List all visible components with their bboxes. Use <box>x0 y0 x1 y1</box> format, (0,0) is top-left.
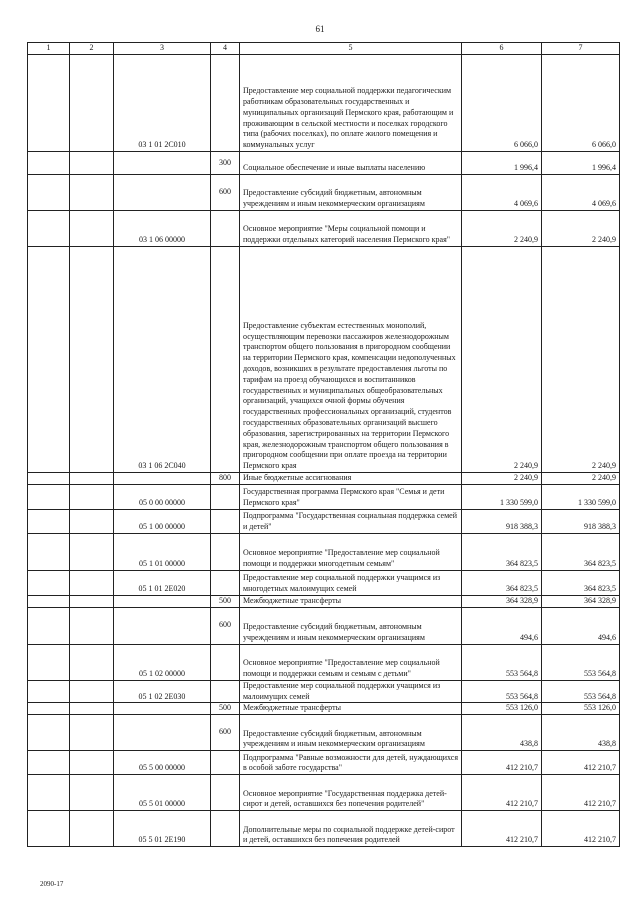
table-row <box>28 571 620 596</box>
expense-type-cell <box>211 211 240 247</box>
cell-col2 <box>70 473 114 485</box>
amount-cell: 2 240,9 <box>542 247 620 473</box>
item-name-cell: Предоставление мер социальной поддержки учащимся из малоимущих семей <box>240 680 462 703</box>
amount-cell: 918 388,3 <box>542 510 620 534</box>
table-row <box>28 534 620 571</box>
table-row <box>28 644 620 680</box>
target-article-cell: 05 0 00 00000 <box>114 485 211 510</box>
column-header: 7 <box>542 43 620 55</box>
column-header: 3 <box>114 43 211 55</box>
target-article-cell: 05 1 02 00000 <box>114 644 211 680</box>
amount-cell: 364 328,9 <box>462 596 542 608</box>
item-name-cell: Социальное обеспечение и иные выплаты населению <box>240 152 462 175</box>
column-header: 1 <box>28 43 70 55</box>
target-article-cell: 05 1 02 2Е030 <box>114 680 211 703</box>
cell-col1 <box>28 55 70 152</box>
item-name-cell: Иные бюджетные ассигнования <box>240 473 462 485</box>
target-article-cell: 03 1 01 2С010 <box>114 55 211 152</box>
table-row <box>28 751 620 775</box>
cell-col1 <box>28 247 70 473</box>
amount-cell: 412 210,7 <box>542 751 620 775</box>
cell-col2 <box>70 811 114 847</box>
amount-cell: 494,6 <box>542 607 620 644</box>
cell-col1 <box>28 485 70 510</box>
amount-cell: 2 240,9 <box>542 473 620 485</box>
amount-cell: 6 066,0 <box>462 55 542 152</box>
amount-cell: 1 330 599,0 <box>542 485 620 510</box>
table-row <box>28 55 620 152</box>
target-article-cell: 05 1 01 00000 <box>114 534 211 571</box>
cell-col1 <box>28 751 70 775</box>
item-name-cell: Предоставление мер социальной поддержки педагогическим работникам образовательных государственных и муниципальных организаций Пермского края, работающим и проживающим в сельской местности и поселках городского типа (рабочих поселках), по оплате жилого помещения и коммунальных услуг <box>240 55 462 152</box>
item-name-cell: Дополнительные меры по социальной поддержке детей-сирот и детей, оставшихся без попечения родителей <box>240 811 462 847</box>
expense-type-cell <box>211 751 240 775</box>
table-row <box>28 703 620 715</box>
column-number-row <box>28 43 620 55</box>
item-name-cell: Межбюджетные трансферты <box>240 596 462 608</box>
cell-col1 <box>28 571 70 596</box>
table-row <box>28 775 620 811</box>
cell-col1 <box>28 715 70 751</box>
item-name-cell: Предоставление мер социальной поддержки учащимся из многодетных малоимущих семей <box>240 571 462 596</box>
page-number: 61 <box>315 24 325 34</box>
cell-col1 <box>28 152 70 175</box>
table-row <box>28 596 620 608</box>
table-row <box>28 715 620 751</box>
cell-col1 <box>28 510 70 534</box>
target-article-cell <box>114 703 211 715</box>
expense-type-cell: 600 <box>211 607 240 644</box>
amount-cell: 1 330 599,0 <box>462 485 542 510</box>
amount-cell: 364 823,5 <box>462 571 542 596</box>
item-name-cell: Предоставление субсидий бюджетным, автономным учреждениям и иным некоммерческим организациям <box>240 607 462 644</box>
amount-cell: 438,8 <box>542 715 620 751</box>
cell-col1 <box>28 473 70 485</box>
column-header: 2 <box>70 43 114 55</box>
expense-type-cell <box>211 510 240 534</box>
amount-cell: 918 388,3 <box>462 510 542 534</box>
expense-type-cell: 500 <box>211 596 240 608</box>
expense-type-cell: 300 <box>211 152 240 175</box>
cell-col1 <box>28 775 70 811</box>
item-name-cell: Основное мероприятие "Меры социальной помощи и поддержки отдельных категорий населения Пермского края" <box>240 211 462 247</box>
target-article-cell: 03 1 06 00000 <box>114 211 211 247</box>
amount-cell: 6 066,0 <box>542 55 620 152</box>
footer-code: 2090-17 <box>40 880 64 888</box>
amount-cell: 553 564,8 <box>462 644 542 680</box>
amount-cell: 1 996,4 <box>462 152 542 175</box>
expense-type-cell <box>211 680 240 703</box>
table-row <box>28 607 620 644</box>
target-article-cell <box>114 175 211 211</box>
item-name-cell: Межбюджетные трансферты <box>240 703 462 715</box>
item-name-cell: Основное мероприятие "Государственная поддержка детей-сирот и детей, оставшихся без попечения родителей" <box>240 775 462 811</box>
cell-col1 <box>28 211 70 247</box>
expense-type-cell <box>211 644 240 680</box>
cell-col2 <box>70 247 114 473</box>
expense-type-cell: 800 <box>211 473 240 485</box>
item-name-cell: Государственная программа Пермского края "Семья и дети Пермского края" <box>240 485 462 510</box>
cell-col2 <box>70 644 114 680</box>
cell-col2 <box>70 680 114 703</box>
expense-type-cell: 500 <box>211 703 240 715</box>
cell-col2 <box>70 596 114 608</box>
cell-col1 <box>28 703 70 715</box>
table-row <box>28 680 620 703</box>
cell-col1 <box>28 596 70 608</box>
expense-type-cell: 600 <box>211 175 240 211</box>
expense-type-cell <box>211 55 240 152</box>
table-row <box>28 485 620 510</box>
cell-col2 <box>70 607 114 644</box>
cell-col1 <box>28 175 70 211</box>
amount-cell: 364 823,5 <box>542 534 620 571</box>
target-article-cell <box>114 152 211 175</box>
item-name-cell: Предоставление субсидий бюджетным, автономным учреждениям и иным некоммерческим организациям <box>240 175 462 211</box>
cell-col1 <box>28 534 70 571</box>
amount-cell: 364 823,5 <box>462 534 542 571</box>
table-body <box>28 43 620 847</box>
expense-type-cell <box>211 775 240 811</box>
target-article-cell <box>114 715 211 751</box>
amount-cell: 2 240,9 <box>462 473 542 485</box>
table-row <box>28 510 620 534</box>
table-row <box>28 811 620 847</box>
cell-col1 <box>28 680 70 703</box>
amount-cell: 412 210,7 <box>542 811 620 847</box>
amount-cell: 1 996,4 <box>542 152 620 175</box>
amount-cell: 2 240,9 <box>542 211 620 247</box>
cell-col2 <box>70 510 114 534</box>
table-row <box>28 211 620 247</box>
amount-cell: 2 240,9 <box>462 211 542 247</box>
cell-col1 <box>28 811 70 847</box>
budget-table <box>27 42 620 847</box>
table-row <box>28 473 620 485</box>
cell-col2 <box>70 571 114 596</box>
amount-cell: 364 823,5 <box>542 571 620 596</box>
target-article-cell: 05 1 01 2Е020 <box>114 571 211 596</box>
item-name-cell: Предоставление субсидий бюджетным, автономным учреждениям и иным некоммерческим организациям <box>240 715 462 751</box>
expense-type-cell <box>211 534 240 571</box>
amount-cell: 412 210,7 <box>462 811 542 847</box>
cell-col1 <box>28 644 70 680</box>
target-article-cell: 05 1 00 00000 <box>114 510 211 534</box>
cell-col2 <box>70 715 114 751</box>
cell-col2 <box>70 534 114 571</box>
target-article-cell <box>114 473 211 485</box>
expense-type-cell <box>211 571 240 596</box>
table-row <box>28 247 620 473</box>
column-header: 4 <box>211 43 240 55</box>
column-header: 5 <box>240 43 462 55</box>
cell-col2 <box>70 211 114 247</box>
expense-type-cell <box>211 247 240 473</box>
item-name-cell: Основное мероприятие "Предоставление мер социальной помощи и поддержки семьям и семьям с детьми" <box>240 644 462 680</box>
amount-cell: 553 564,8 <box>462 680 542 703</box>
item-name-cell: Основное мероприятие "Предоставление мер социальной помощи и поддержки многодетным семьям" <box>240 534 462 571</box>
cell-col1 <box>28 607 70 644</box>
cell-col2 <box>70 175 114 211</box>
amount-cell: 364 328,9 <box>542 596 620 608</box>
amount-cell: 412 210,7 <box>462 775 542 811</box>
cell-col2 <box>70 152 114 175</box>
target-article-cell <box>114 596 211 608</box>
amount-cell: 412 210,7 <box>542 775 620 811</box>
target-article-cell: 05 5 01 2Е190 <box>114 811 211 847</box>
amount-cell: 4 069,6 <box>462 175 542 211</box>
expense-type-cell <box>211 811 240 847</box>
amount-cell: 553 564,8 <box>542 680 620 703</box>
item-name-cell: Предоставление субъектам естественных монополий, осуществляющим перевозки пассажиров железнодорожным транспортом общего пользования в пригородном сообщении на территории Пермского края, компенсации недополученных доходов, возникших в результате предоставления льготы по тарифам на проезд обучающихся и воспитанников государственных и муниципальных общеобразовательных организаций, учащихся очной формы обучения государственных профессиональных организаций, студентов государственных образовательных организаций высшего образования, зарегистрированных на территории Пермского края, железнодорожным транспортом общего пользования в пригородном сообщении при оплате проезда на территории Пермского края <box>240 247 462 473</box>
amount-cell: 2 240,9 <box>462 247 542 473</box>
amount-cell: 4 069,6 <box>542 175 620 211</box>
column-header: 6 <box>462 43 542 55</box>
cell-col2 <box>70 55 114 152</box>
amount-cell: 553 126,0 <box>542 703 620 715</box>
amount-cell: 553 564,8 <box>542 644 620 680</box>
cell-col2 <box>70 775 114 811</box>
amount-cell: 412 210,7 <box>462 751 542 775</box>
amount-cell: 553 126,0 <box>462 703 542 715</box>
target-article-cell: 05 5 01 00000 <box>114 775 211 811</box>
target-article-cell: 05 5 00 00000 <box>114 751 211 775</box>
expense-type-cell <box>211 485 240 510</box>
table-row <box>28 152 620 175</box>
amount-cell: 438,8 <box>462 715 542 751</box>
target-article-cell <box>114 607 211 644</box>
cell-col2 <box>70 751 114 775</box>
item-name-cell: Подпрограмма "Равные возможности для детей, нуждающихся в особой заботе государства" <box>240 751 462 775</box>
cell-col2 <box>70 703 114 715</box>
target-article-cell: 03 1 06 2С040 <box>114 247 211 473</box>
expense-type-cell: 600 <box>211 715 240 751</box>
amount-cell: 494,6 <box>462 607 542 644</box>
item-name-cell: Подпрограмма "Государственная социальная поддержка семей и детей" <box>240 510 462 534</box>
table-row <box>28 175 620 211</box>
cell-col2 <box>70 485 114 510</box>
